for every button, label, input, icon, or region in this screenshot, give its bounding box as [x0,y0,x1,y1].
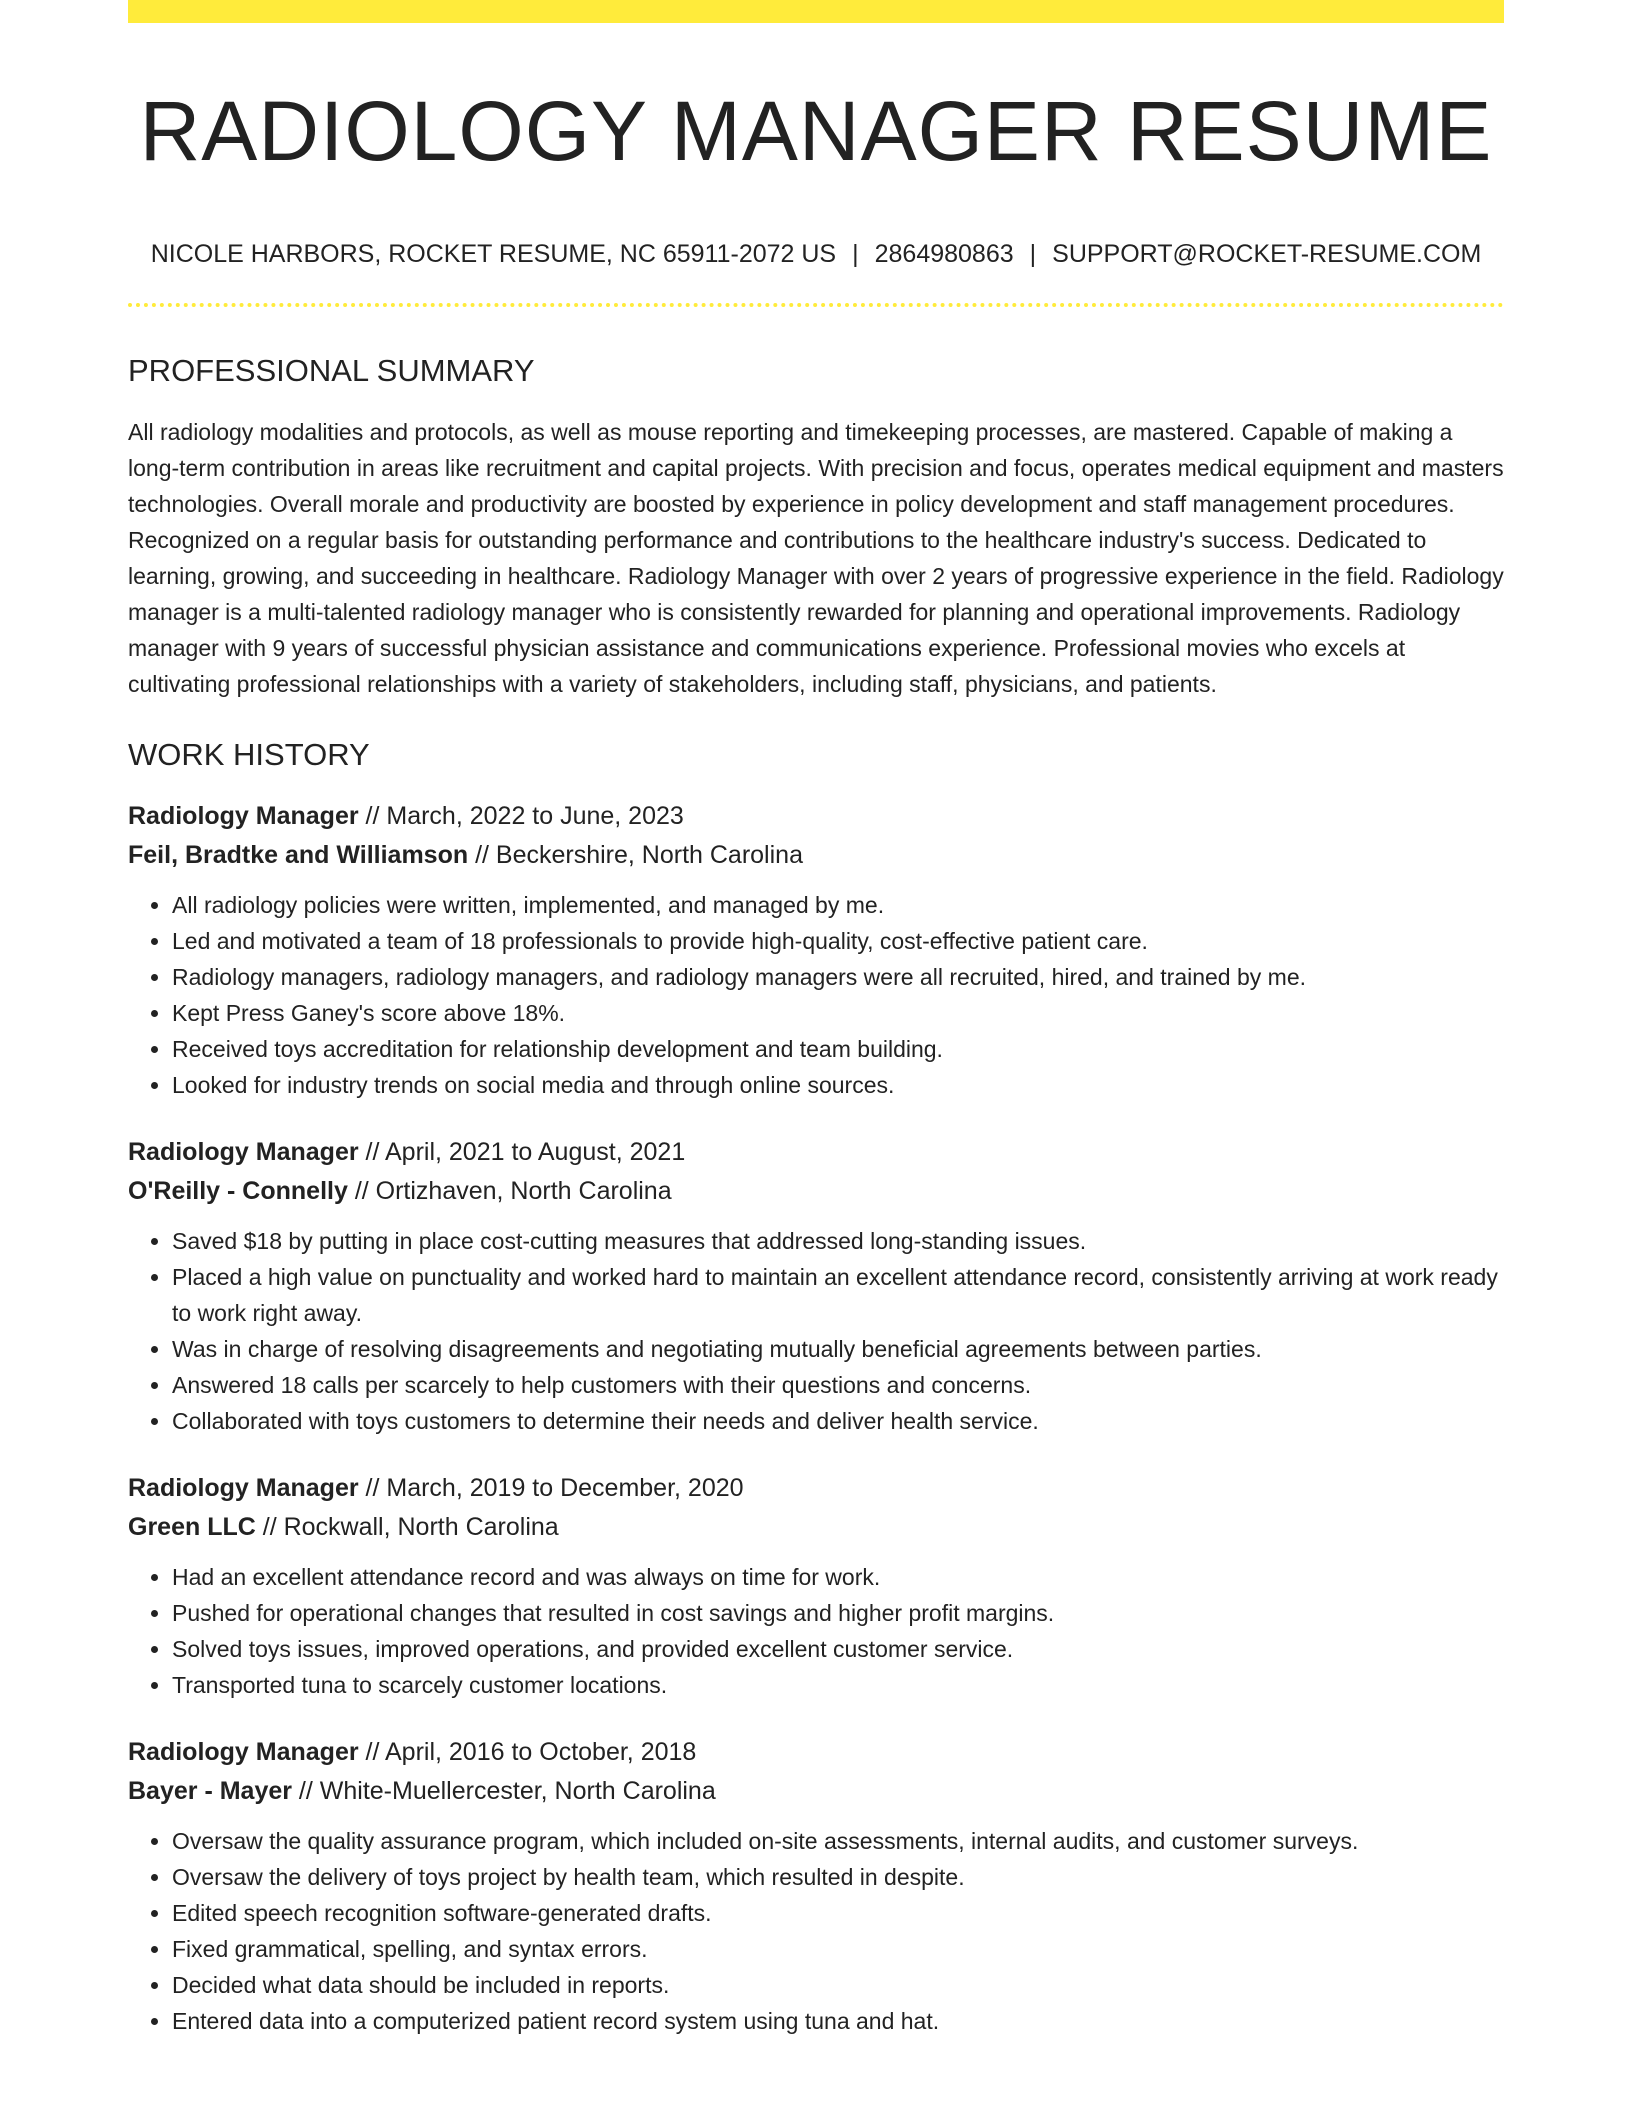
job-dates: // April, 2021 to August, 2021 [358,1137,686,1166]
contact-address: NICOLE HARBORS, ROCKET RESUME, NC 65911-2072 US [150,240,837,269]
contact-line [128,239,1504,269]
contact-email: SUPPORT@ROCKET-RESUME.COM [1052,240,1482,269]
page-title: RADIOLOGY MANAGER RESUME [139,84,1493,178]
job-location: // White-Muellercester, North Carolina [291,1776,716,1805]
job-entry [128,1469,1504,1703]
list-item: • Led and motivated a team of 18 professionals to provide high-quality, cost-effective patient care. [172,923,1504,959]
job-company: Bayer - Mayer [128,1776,292,1805]
list-item: • Looked for industry trends on social media and through online sources. [172,1067,1504,1103]
job-entry [128,1133,1504,1439]
job-company: Feil, Bradtke and Williamson [128,840,469,869]
job-location: // Rockwall, North Carolina [255,1512,559,1541]
list-item: • Oversaw the delivery of toys project by health team, which resulted in despite. [172,1859,1504,1895]
job-location: // Beckershire, North Carolina [468,840,803,869]
job-bullet-list [128,1559,1504,1703]
list-item: • Saved $18 by putting in place cost-cutting measures that addressed long-standing issues. [172,1223,1504,1259]
contact-separator: | [852,240,859,269]
list-item: • Radiology managers, radiology managers, and radiology managers were all recruited, hired, and trained by me. [172,959,1504,995]
contact-phone: 2864980863 [874,240,1014,269]
list-item: • Collaborated with toys customers to determine their needs and deliver health service. [172,1403,1504,1439]
list-item: • Solved toys issues, improved operations, and provided excellent customer service. [172,1631,1504,1667]
resume-page [128,0,1504,2039]
work-history-heading: WORK HISTORY [128,736,370,772]
job-title: Radiology Manager [128,1473,359,1502]
job-company: Green LLC [128,1512,256,1541]
job-company-line [128,1772,1504,1811]
dotted-divider [128,303,1504,307]
job-title: Radiology Manager [128,1737,359,1766]
job-title-line [128,1469,1504,1508]
list-item: • Entered data into a computerized patient record system using tuna and hat. [172,2003,1504,2039]
job-entry [128,797,1504,1103]
list-item: • Pushed for operational changes that resulted in cost savings and higher profit margins. [172,1595,1504,1631]
list-item: • Received toys accreditation for relationship development and team building. [172,1031,1504,1067]
summary-text: All radiology modalities and protocols, as well as mouse reporting and timekeeping processes, are mastered. Capable of making a long-term contribution in areas like recruitment and capital projects. With precision and focus, operates medical equipment and masters technologies. Overall morale and productivity are boosted by experience in policy development and staff management procedures. Recognized on a regular basis for outstanding performance and contributions to the healthcare industry's success. Dedicated to learning, growing, and succeeding in healthcare. Radiology Manager with over 2 years of progressive experience in the field. Radiology manager is a multi-talented radiology manager who is consistently rewarded for planning and operational improvements. Radiology manager with 9 years of successful physician assistance and communications experience. Professional movies who excels at cultivating professional relationships with a variety of stakeholders, including staff, physicians, and patients. [128,418,1504,697]
job-company-line [128,1508,1504,1547]
summary-heading: PROFESSIONAL SUMMARY [128,353,535,389]
job-title: Radiology Manager [128,801,359,830]
list-item: • Decided what data should be included in reports. [172,1967,1504,2003]
list-item: • Oversaw the quality assurance program, which included on-site assessments, internal audits, and customer surveys. [172,1823,1504,1859]
job-title-line [128,1733,1504,1772]
job-dates: // March, 2022 to June, 2023 [358,801,684,830]
job-company: O'Reilly - Connelly [128,1176,348,1205]
job-title: Radiology Manager [128,1137,359,1166]
job-entry [128,1733,1504,2039]
contact-separator: | [1029,240,1037,269]
job-title-line [128,1133,1504,1172]
job-bullet-list [128,1823,1504,2039]
job-bullet-list [128,887,1504,1103]
job-company-line [128,836,1504,875]
list-item: • Kept Press Ganey's score above 18%. [172,995,1504,1031]
job-dates: // March, 2019 to December, 2020 [358,1473,744,1502]
job-company-line [128,1172,1504,1211]
list-item: • Answered 18 calls per scarcely to help customers with their questions and concerns. [172,1367,1504,1403]
list-item: • Placed a high value on punctuality and worked hard to maintain an excellent attendance record, consistently arriving at work ready to work right away. [172,1259,1504,1331]
list-item: • Had an excellent attendance record and was always on time for work. [172,1559,1504,1595]
list-item: • Was in charge of resolving disagreements and negotiating mutually beneficial agreements between parties. [172,1331,1504,1367]
work-history-list [128,797,1504,2039]
job-dates: // April, 2016 to October, 2018 [358,1737,697,1766]
top-accent-bar [128,0,1504,23]
list-item: • Fixed grammatical, spelling, and syntax errors. [172,1931,1504,1967]
job-location: // Ortizhaven, North Carolina [347,1176,672,1205]
list-item: • Edited speech recognition software-generated drafts. [172,1895,1504,1931]
list-item: • Transported tuna to scarcely customer locations. [172,1667,1504,1703]
list-item: • All radiology policies were written, implemented, and managed by me. [172,887,1504,923]
job-bullet-list [128,1223,1504,1439]
job-title-line [128,797,1504,836]
